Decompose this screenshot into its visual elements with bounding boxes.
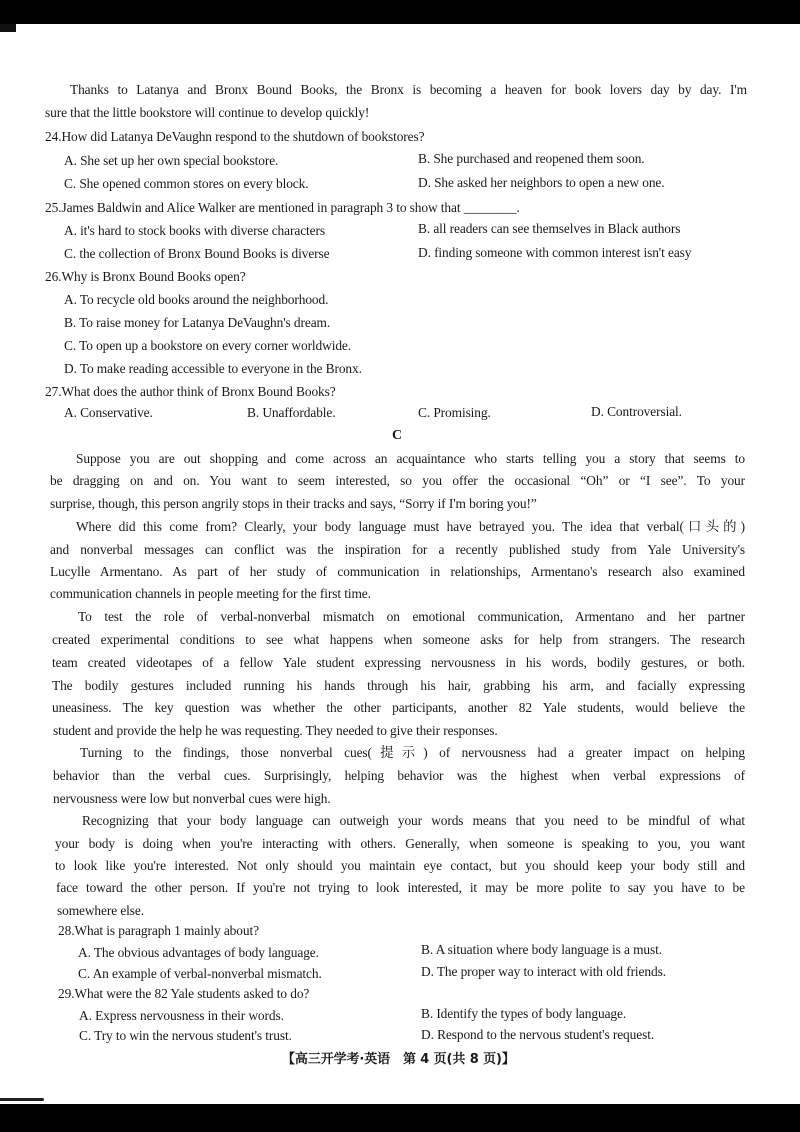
passage-line: face toward the other person. If you're not trying to look interested, it may be more polite to say you have to be xyxy=(56,880,745,895)
passage-line: Where did this come from? Clearly, your body language must have betrayed you. The idea that verbal(口头的) xyxy=(76,519,745,534)
option-a: A. She set up her own special bookstore. xyxy=(64,153,279,168)
passage-line: be dragging on and on. You want to seem interested, so you offer the occasional “Oh” or “I see”. To your xyxy=(50,473,745,488)
question-stem: What does the author think of Bronx Bound Books? xyxy=(61,384,336,399)
passage-line: and nonverbal messages can conflict was the inspiration for a recently published study from Yale University's xyxy=(50,542,745,557)
passage-line: surprise, though, this person angrily stops in their tracks and says, “Sorry if I'm boring you!” xyxy=(50,496,537,511)
option-c: C. Promising. xyxy=(418,405,491,420)
option-b: B. Unaffordable. xyxy=(247,405,336,420)
passage-line: To test the role of verbal-nonverbal mismatch on emotional communication, Armentano and her partner xyxy=(78,609,745,624)
scan-border-bottom xyxy=(0,1104,800,1132)
passage-line: nervousness were low but nonverbal cues were high. xyxy=(53,791,331,806)
scan-border-top xyxy=(0,0,800,24)
option-d: D. She asked her neighbors to open a new one. xyxy=(418,175,665,190)
question-number: 29. xyxy=(58,986,75,1001)
passage-line: sure that the little bookstore will continue to develop quickly! xyxy=(45,105,370,120)
passage-line: to look like you're interested. Not only should you maintain eye contact, but you should keep your body still and xyxy=(55,858,745,873)
page-footer: 【高三开学考·英语 第 4 页(共 8 页)】 xyxy=(282,1052,515,1067)
option-a: A. Express nervousness in their words. xyxy=(79,1008,284,1023)
option-b: B. To raise money for Latanya DeVaughn's dream. xyxy=(64,315,331,330)
option-c: C. Try to win the nervous student's trust. xyxy=(79,1028,292,1043)
option-b: B. She purchased and reopened them soon. xyxy=(418,151,645,166)
option-d: D. finding someone with common interest isn't easy xyxy=(418,245,692,260)
question-stem: Why is Bronx Bound Books open? xyxy=(61,269,246,284)
question-number: 24. xyxy=(45,129,62,144)
option-a: A. The obvious advantages of body language. xyxy=(78,945,319,960)
passage-line: your body is doing when you're interacting with others. Generally, when someone is speaking to you, you want xyxy=(55,836,745,851)
question-stem: What is paragraph 1 mainly about? xyxy=(74,923,259,938)
passage-line: Turning to the findings, those nonverbal cues(提示) of nervousness had a greater impact on helping xyxy=(80,745,745,760)
passage-line: Thanks to Latanya and Bronx Bound Books, the Bronx is becoming a heaven for book lovers day by day. I'm xyxy=(70,82,747,97)
passage-line: created experimental conditions to see what happens when someone asks for help from strangers. The research xyxy=(52,632,745,647)
passage-line: student and provide the help he was requesting. They needed to give their responses. xyxy=(53,723,498,738)
option-c: C. An example of verbal-nonverbal mismatch. xyxy=(78,966,322,981)
passage-line: Suppose you are out shopping and come across an acquaintance who starts telling you a story that seems to xyxy=(76,451,745,466)
question-number: 28. xyxy=(58,923,75,938)
option-b: B. Identify the types of body language. xyxy=(421,1006,627,1021)
option-a: A. Conservative. xyxy=(64,405,153,420)
option-b: B. A situation where body language is a must. xyxy=(421,942,662,957)
question-stem: How did Latanya DeVaughn respond to the shutdown of bookstores? xyxy=(61,129,425,144)
section-heading: C xyxy=(392,428,403,443)
option-c: C. She opened common stores on every block. xyxy=(64,176,309,191)
passage-line: behavior than the verbal cues. Surprisingly, helping behavior was the highest when verbal expressions of xyxy=(53,768,745,783)
passage-line: team created videotapes of a fellow Yale student expressing nervousness in his words, bodily gestures, or both. xyxy=(52,655,745,670)
option-a: A. To recycle old books around the neighborhood. xyxy=(64,292,329,307)
option-d: D. The proper way to interact with old friends. xyxy=(421,964,666,979)
passage-line: somewhere else. xyxy=(57,903,144,918)
scan-corner-mark xyxy=(0,24,16,32)
option-b: B. all readers can see themselves in Black authors xyxy=(418,221,681,236)
option-d: D. To make reading accessible to everyone in the Bronx. xyxy=(64,361,362,376)
question-number: 26. xyxy=(45,269,62,284)
passage-line: uneasiness. The key question was whether the other participants, another 82 Yale students, would believe the xyxy=(52,700,745,715)
question-number: 25. xyxy=(45,200,62,215)
passage-line: communication channels in people meeting for the first time. xyxy=(50,586,371,601)
option-d: D. Controversial. xyxy=(591,404,682,419)
option-c: C. To open up a bookstore on every corner worldwide. xyxy=(64,338,352,353)
option-c: C. the collection of Bronx Bound Books is diverse xyxy=(64,246,330,261)
question-stem: James Baldwin and Alice Walker are mentioned in paragraph 3 to show that ________. xyxy=(61,200,520,215)
scan-artifact-mark xyxy=(0,1098,44,1101)
passage-line: Lucylle Armentano. As part of her study of communication in relationships, Armentano's research also examined xyxy=(50,564,745,579)
question-stem: What were the 82 Yale students asked to do? xyxy=(74,986,310,1001)
option-d: D. Respond to the nervous student's request. xyxy=(421,1027,655,1042)
passage-line: The bodily gestures included running his hands through his hair, grabbing his arm, and facially expressing xyxy=(52,678,745,693)
question-number: 27. xyxy=(45,384,62,399)
passage-line: Recognizing that your body language can outweigh your words means that you need to be mindful of what xyxy=(82,813,745,828)
option-a: A. it's hard to stock books with diverse characters xyxy=(64,223,325,238)
